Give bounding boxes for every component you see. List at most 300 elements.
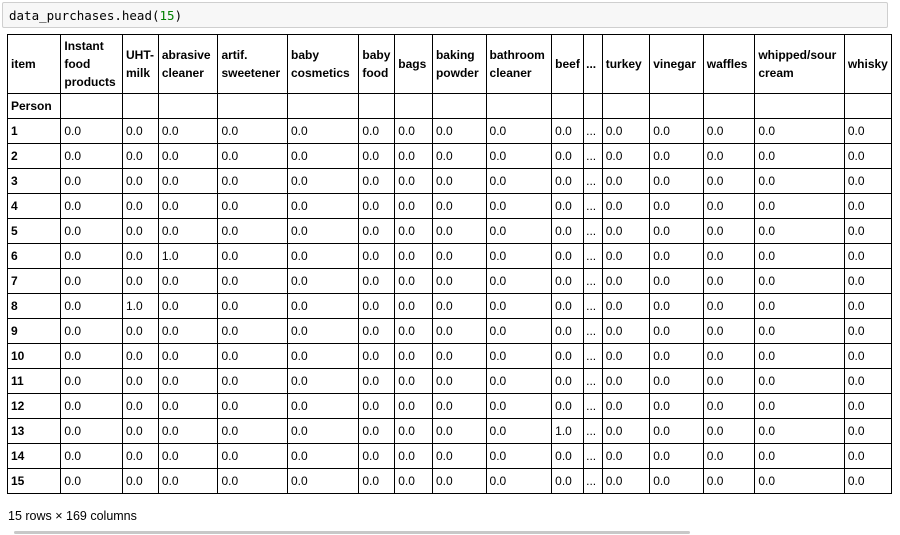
table-cell: 1.0 (552, 419, 584, 444)
table-row (8, 369, 892, 394)
table-cell: 0.0 (122, 194, 158, 219)
table-cell: 0.0 (650, 369, 704, 394)
table-cell: 0.0 (552, 319, 584, 344)
table-cell: 1.0 (122, 294, 158, 319)
table-cell: 0.0 (218, 344, 288, 369)
table-cell: 0.0 (650, 194, 704, 219)
index-row-blank-cell (359, 94, 395, 119)
table-cell: 0.0 (288, 444, 359, 469)
table-cell: 0.0 (552, 244, 584, 269)
table-cell: 0.0 (844, 369, 891, 394)
table-cell: 0.0 (755, 469, 845, 494)
table-cell: 0.0 (288, 319, 359, 344)
table-cell: 0.0 (158, 344, 218, 369)
table-row (8, 269, 892, 294)
table-cell: 0.0 (359, 119, 395, 144)
table-cell: 0.0 (486, 144, 552, 169)
table-cell: 0.0 (602, 244, 650, 269)
table-cell: 0.0 (122, 419, 158, 444)
table-cell: 0.0 (432, 269, 486, 294)
table-cell: 0.0 (844, 194, 891, 219)
table-cell: 0.0 (288, 269, 359, 294)
table-cell: 0.0 (218, 444, 288, 469)
table-cell: 0.0 (359, 294, 395, 319)
table-cell: 0.0 (432, 394, 486, 419)
table-body (8, 119, 892, 494)
table-cell: 0.0 (602, 194, 650, 219)
table-cell: 0.0 (218, 169, 288, 194)
row-index-label: 11 (8, 369, 61, 394)
column-header: abrasive cleaner (158, 35, 218, 94)
table-cell: 0.0 (61, 269, 123, 294)
table-cell: ... (584, 169, 603, 194)
table-cell: 0.0 (288, 469, 359, 494)
table-cell: 0.0 (755, 144, 845, 169)
table-cell: 0.0 (650, 394, 704, 419)
table-cell: 0.0 (486, 394, 552, 419)
table-cell: 0.0 (359, 194, 395, 219)
table-cell: 0.0 (122, 369, 158, 394)
table-cell: 0.0 (703, 344, 755, 369)
table-row (8, 319, 892, 344)
table-cell: 0.0 (755, 419, 845, 444)
table-cell: 0.0 (552, 294, 584, 319)
table-cell: 0.0 (755, 294, 845, 319)
column-header: whipped/sour cream (755, 35, 845, 94)
table-cell: ... (584, 219, 603, 244)
index-row-blank-cell (432, 94, 486, 119)
table-cell: 0.0 (158, 469, 218, 494)
table-cell: 0.0 (602, 419, 650, 444)
table-cell: 0.0 (650, 169, 704, 194)
table-cell: 0.0 (755, 444, 845, 469)
table-cell: 0.0 (602, 144, 650, 169)
column-header-row (8, 35, 892, 94)
table-cell: 0.0 (650, 119, 704, 144)
table-cell: 0.0 (602, 369, 650, 394)
dataframe-table (7, 34, 892, 494)
table-cell: 0.0 (844, 219, 891, 244)
table-cell: ... (584, 319, 603, 344)
table-cell: ... (584, 194, 603, 219)
column-header: beef (552, 35, 584, 94)
table-cell: 0.0 (61, 444, 123, 469)
index-row-blank-cell (584, 94, 603, 119)
row-index-label: 12 (8, 394, 61, 419)
table-cell: 0.0 (650, 294, 704, 319)
table-cell: 0.0 (703, 444, 755, 469)
horizontal-scrollbar[interactable] (14, 531, 690, 534)
index-row-blank-cell (602, 94, 650, 119)
table-cell: 0.0 (158, 444, 218, 469)
table-cell: 0.0 (218, 469, 288, 494)
table-row (8, 444, 892, 469)
table-cell: ... (584, 369, 603, 394)
column-header: baby cosmetics (288, 35, 359, 94)
index-row-blank-cell (650, 94, 704, 119)
table-cell: 0.0 (552, 169, 584, 194)
table-cell: 0.0 (395, 144, 433, 169)
table-cell: 0.0 (61, 219, 123, 244)
table-cell: 0.0 (486, 269, 552, 294)
table-cell: 0.0 (395, 319, 433, 344)
table-cell: 0.0 (432, 369, 486, 394)
table-cell: 0.0 (486, 444, 552, 469)
table-cell: 0.0 (755, 394, 845, 419)
column-header: turkey (602, 35, 650, 94)
index-row-blank-cell (486, 94, 552, 119)
table-cell: 0.0 (703, 194, 755, 219)
table-cell: 0.0 (288, 394, 359, 419)
row-index-label: 13 (8, 419, 61, 444)
table-cell: 0.0 (486, 319, 552, 344)
table-cell: 0.0 (552, 269, 584, 294)
table-cell: 0.0 (755, 244, 845, 269)
index-row-blank-cell (158, 94, 218, 119)
table-cell: 0.0 (602, 469, 650, 494)
table-cell: 0.0 (288, 119, 359, 144)
table-cell: ... (584, 244, 603, 269)
table-cell: 0.0 (650, 419, 704, 444)
table-cell: 0.0 (395, 169, 433, 194)
table-cell: 0.0 (288, 344, 359, 369)
table-cell: 0.0 (359, 369, 395, 394)
column-header: UHT-milk (122, 35, 158, 94)
table-cell: 0.0 (755, 219, 845, 244)
table-cell: 0.0 (359, 219, 395, 244)
row-index-label: 3 (8, 169, 61, 194)
table-cell: 0.0 (395, 344, 433, 369)
table-cell: 0.0 (288, 294, 359, 319)
code-call: data_purchases.head( (9, 8, 160, 23)
table-cell: 0.0 (61, 394, 123, 419)
table-cell: 0.0 (552, 194, 584, 219)
table-cell: 0.0 (552, 369, 584, 394)
row-index-label: 8 (8, 294, 61, 319)
table-cell: 0.0 (395, 244, 433, 269)
table-cell: ... (584, 144, 603, 169)
table-cell: 0.0 (755, 344, 845, 369)
table-cell: 0.0 (61, 469, 123, 494)
index-row-blank-cell (288, 94, 359, 119)
table-cell: 0.0 (122, 169, 158, 194)
table-cell: 0.0 (432, 219, 486, 244)
table-cell: 1.0 (158, 244, 218, 269)
table-cell: 0.0 (844, 394, 891, 419)
table-cell: 0.0 (844, 444, 891, 469)
table-cell: 0.0 (61, 244, 123, 269)
table-cell: 0.0 (395, 394, 433, 419)
table-cell: ... (584, 394, 603, 419)
index-row-blank-cell (703, 94, 755, 119)
table-cell: 0.0 (218, 294, 288, 319)
table-cell: 0.0 (158, 419, 218, 444)
table-cell: 0.0 (395, 419, 433, 444)
table-cell: 0.0 (602, 344, 650, 369)
table-cell: 0.0 (755, 319, 845, 344)
table-cell: 0.0 (61, 144, 123, 169)
table-cell: 0.0 (432, 344, 486, 369)
table-cell: 0.0 (552, 394, 584, 419)
table-cell: 0.0 (844, 419, 891, 444)
table-cell: 0.0 (486, 369, 552, 394)
table-cell: 0.0 (218, 369, 288, 394)
table-cell: 0.0 (158, 219, 218, 244)
code-close-paren: ) (174, 8, 183, 23)
table-cell: 0.0 (61, 169, 123, 194)
table-cell: 0.0 (602, 119, 650, 144)
table-cell: 0.0 (703, 219, 755, 244)
table-cell: 0.0 (602, 444, 650, 469)
table-cell: 0.0 (486, 469, 552, 494)
row-index-label: 4 (8, 194, 61, 219)
table-cell: 0.0 (61, 319, 123, 344)
table-cell: 0.0 (122, 144, 158, 169)
table-cell: 0.0 (650, 319, 704, 344)
table-row (8, 469, 892, 494)
table-cell: 0.0 (122, 344, 158, 369)
table-cell: 0.0 (650, 219, 704, 244)
table-cell: 0.0 (703, 369, 755, 394)
row-index-label: 7 (8, 269, 61, 294)
table-cell: 0.0 (158, 169, 218, 194)
table-cell: 0.0 (122, 269, 158, 294)
table-cell: 0.0 (395, 219, 433, 244)
table-cell: 0.0 (844, 294, 891, 319)
table-cell: 0.0 (61, 344, 123, 369)
table-cell: 0.0 (703, 469, 755, 494)
dataframe-shape-text: 15 rows × 169 columns (8, 509, 137, 523)
table-cell: 0.0 (395, 369, 433, 394)
table-cell: 0.0 (432, 144, 486, 169)
table-cell: 0.0 (359, 169, 395, 194)
table-cell: 0.0 (218, 219, 288, 244)
row-index-label: 2 (8, 144, 61, 169)
table-cell: 0.0 (395, 469, 433, 494)
table-row (8, 144, 892, 169)
table-row (8, 219, 892, 244)
table-cell: 0.0 (61, 294, 123, 319)
table-cell: 0.0 (359, 144, 395, 169)
table-cell: 0.0 (122, 469, 158, 494)
table-cell: 0.0 (61, 419, 123, 444)
table-row (8, 169, 892, 194)
table-cell: 0.0 (602, 169, 650, 194)
column-header: baby food (359, 35, 395, 94)
table-cell: 0.0 (432, 319, 486, 344)
row-index-label: 1 (8, 119, 61, 144)
table-cell: 0.0 (218, 419, 288, 444)
table-cell: 0.0 (844, 269, 891, 294)
table-cell: 0.0 (486, 194, 552, 219)
table-cell: 0.0 (432, 119, 486, 144)
table-cell: 0.0 (432, 194, 486, 219)
table-cell: 0.0 (359, 319, 395, 344)
table-cell: 0.0 (359, 394, 395, 419)
table-cell: 0.0 (650, 144, 704, 169)
table-cell: 0.0 (703, 119, 755, 144)
table-cell: 0.0 (755, 119, 845, 144)
table-cell: 0.0 (122, 444, 158, 469)
table-cell: ... (584, 419, 603, 444)
table-cell: 0.0 (432, 169, 486, 194)
table-cell: 0.0 (218, 144, 288, 169)
table-cell: 0.0 (844, 344, 891, 369)
table-row (8, 419, 892, 444)
table-cell: 0.0 (703, 319, 755, 344)
table-cell: 0.0 (61, 369, 123, 394)
table-cell: 0.0 (359, 419, 395, 444)
index-row-blank-cell (395, 94, 433, 119)
table-cell: 0.0 (288, 369, 359, 394)
table-cell: 0.0 (552, 469, 584, 494)
table-cell: 0.0 (703, 419, 755, 444)
table-cell: 0.0 (844, 244, 891, 269)
table-cell: 0.0 (602, 319, 650, 344)
column-header: artif. sweetener (218, 35, 288, 94)
table-cell: 0.0 (158, 144, 218, 169)
table-cell: 0.0 (359, 469, 395, 494)
table-cell: 0.0 (359, 269, 395, 294)
table-cell: 0.0 (755, 169, 845, 194)
table-cell: 0.0 (650, 344, 704, 369)
code-text[interactable] (9, 8, 182, 24)
table-cell: 0.0 (486, 244, 552, 269)
table-cell: 0.0 (218, 269, 288, 294)
table-cell: 0.0 (755, 369, 845, 394)
table-cell: 0.0 (288, 419, 359, 444)
table-cell: 0.0 (703, 269, 755, 294)
table-cell: ... (584, 294, 603, 319)
table-cell: 0.0 (844, 119, 891, 144)
table-row (8, 394, 892, 419)
table-cell: ... (584, 119, 603, 144)
table-cell: 0.0 (218, 394, 288, 419)
table-cell: 0.0 (359, 444, 395, 469)
table-cell: ... (584, 269, 603, 294)
row-index-label: 10 (8, 344, 61, 369)
table-cell: 0.0 (844, 319, 891, 344)
table-cell: 0.0 (552, 444, 584, 469)
column-header: Instant food products (61, 35, 123, 94)
table-cell: 0.0 (486, 219, 552, 244)
column-header: vinegar (650, 35, 704, 94)
table-cell: 0.0 (158, 319, 218, 344)
table-cell: 0.0 (395, 119, 433, 144)
table-cell: 0.0 (432, 419, 486, 444)
table-cell: 0.0 (703, 244, 755, 269)
table-cell: ... (584, 444, 603, 469)
code-cell-input[interactable] (2, 2, 888, 28)
output-area (7, 34, 892, 499)
table-cell: 0.0 (650, 444, 704, 469)
index-name-row (8, 94, 892, 119)
index-row-blank-cell (61, 94, 123, 119)
table-cell: 0.0 (703, 169, 755, 194)
table-cell: 0.0 (158, 394, 218, 419)
index-row-blank-cell (844, 94, 891, 119)
column-header: whisky (844, 35, 891, 94)
table-cell: 0.0 (552, 144, 584, 169)
table-cell: 0.0 (288, 244, 359, 269)
table-cell: 0.0 (755, 194, 845, 219)
table-cell: 0.0 (158, 194, 218, 219)
row-index-label: 14 (8, 444, 61, 469)
table-cell: 0.0 (486, 419, 552, 444)
index-row-blank-cell (552, 94, 584, 119)
table-cell: 0.0 (218, 194, 288, 219)
table-cell: 0.0 (650, 469, 704, 494)
index-row-blank-cell (755, 94, 845, 119)
table-cell: 0.0 (703, 144, 755, 169)
table-row (8, 119, 892, 144)
table-cell: 0.0 (844, 169, 891, 194)
table-cell: 0.0 (122, 319, 158, 344)
table-cell: 0.0 (602, 269, 650, 294)
table-cell: 0.0 (844, 144, 891, 169)
table-cell: 0.0 (61, 119, 123, 144)
table-cell: 0.0 (122, 219, 158, 244)
table-cell: 0.0 (359, 344, 395, 369)
table-cell: 0.0 (486, 169, 552, 194)
table-cell: 0.0 (395, 269, 433, 294)
table-cell: 0.0 (158, 119, 218, 144)
table-cell: 0.0 (395, 294, 433, 319)
table-cell: 0.0 (602, 294, 650, 319)
table-cell: 0.0 (218, 319, 288, 344)
table-cell: 0.0 (288, 169, 359, 194)
table-cell: 0.0 (552, 219, 584, 244)
table-cell: ... (584, 469, 603, 494)
table-cell: 0.0 (432, 244, 486, 269)
row-index-label: 15 (8, 469, 61, 494)
column-header: ... (584, 35, 603, 94)
index-row-blank-cell (218, 94, 288, 119)
table-cell: 0.0 (359, 244, 395, 269)
table-cell: 0.0 (432, 444, 486, 469)
table-cell: 0.0 (158, 369, 218, 394)
table-cell: 0.0 (432, 469, 486, 494)
table-cell: 0.0 (486, 294, 552, 319)
table-row (8, 194, 892, 219)
table-cell: 0.0 (844, 469, 891, 494)
table-row (8, 294, 892, 319)
columns-name-label: item (8, 35, 61, 94)
table-cell: 0.0 (650, 269, 704, 294)
table-cell: 0.0 (552, 344, 584, 369)
table-cell: 0.0 (158, 294, 218, 319)
column-header: bags (395, 35, 433, 94)
table-cell: 0.0 (703, 394, 755, 419)
row-index-label: 9 (8, 319, 61, 344)
table-cell: 0.0 (602, 219, 650, 244)
table-cell: 0.0 (432, 294, 486, 319)
table-row (8, 244, 892, 269)
table-cell: 0.0 (122, 244, 158, 269)
code-number-literal: 15 (159, 8, 175, 23)
table-cell: 0.0 (395, 444, 433, 469)
index-row-blank-cell (122, 94, 158, 119)
table-cell: 0.0 (122, 119, 158, 144)
table-cell: 0.0 (395, 194, 433, 219)
table-cell: 0.0 (703, 294, 755, 319)
table-cell: 0.0 (486, 119, 552, 144)
index-name-label: Person (8, 94, 61, 119)
table-cell: 0.0 (486, 344, 552, 369)
table-cell: 0.0 (218, 244, 288, 269)
table-cell: 0.0 (552, 119, 584, 144)
table-cell: 0.0 (650, 244, 704, 269)
